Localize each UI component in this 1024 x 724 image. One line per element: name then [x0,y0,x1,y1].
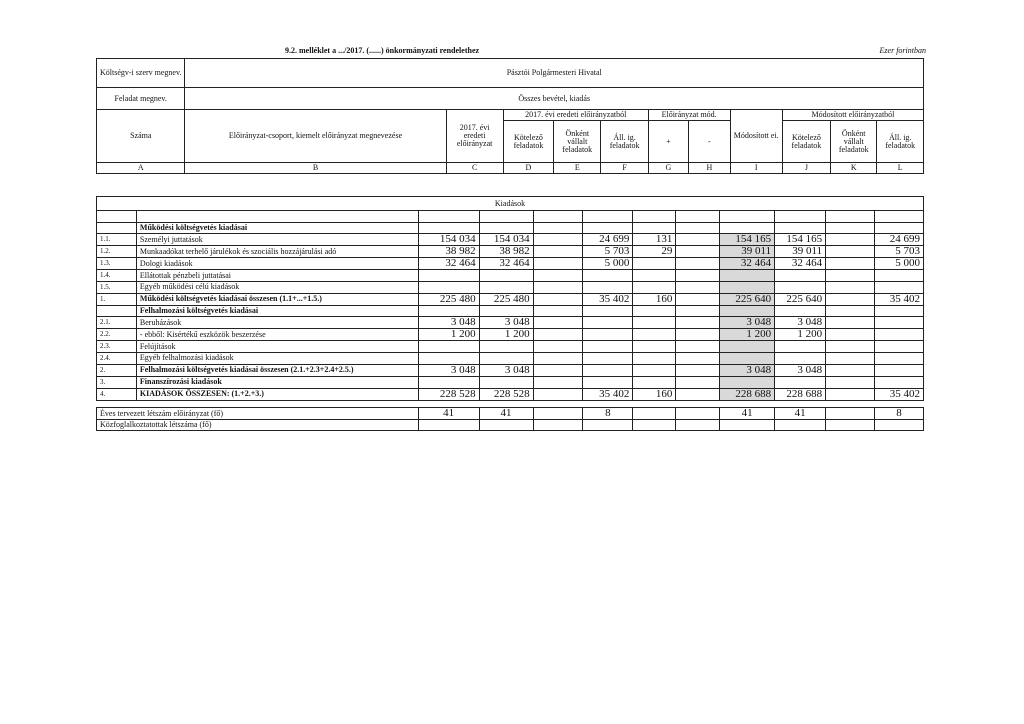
staff-cell-d [479,420,533,431]
cell-d: 1 200 [479,329,533,341]
row-code: 1.4. [97,270,137,282]
table-row [97,388,924,400]
row-code [97,222,137,234]
row-name: Felújítások [136,341,418,353]
cell-f [583,317,633,329]
cell-e [533,293,583,305]
staff-row [97,420,924,431]
letter-row [97,163,924,174]
staff-name: Közfoglalkoztatottak létszáma (fő) [97,420,419,431]
cell-d [479,222,533,234]
cell-d [479,341,533,353]
cell-j: 3 048 [775,317,826,329]
cell-l [874,376,923,388]
col-mod-from: Módosított előirányzatból [782,110,923,121]
cell-h [676,353,720,365]
cell-f [583,341,633,353]
table-row [97,258,924,270]
cell-g [633,329,676,341]
letter-cell: E [554,163,601,174]
cell-j: 3 048 [775,364,826,376]
cell-d [479,211,533,223]
cell-k [826,234,875,246]
page-title: 9.2. melléklet a .../2017. (......) önkormányzati rendelethez [285,46,480,55]
cell-f [583,305,633,317]
cell-l [874,364,923,376]
table-row [97,211,924,223]
cell-g [633,211,676,223]
row-code: 4. [97,388,137,400]
cell-i: 228 688 [720,388,775,400]
staff-cell-j [775,420,826,431]
cell-l [874,282,923,294]
cell-c: 1 200 [418,329,479,341]
cell-h [676,270,720,282]
cell-c [418,211,479,223]
row-name: Személyi juttatások [136,234,418,246]
table-row [97,293,924,305]
cell-j [775,305,826,317]
cell-f: 24 699 [583,234,633,246]
letter-cell: G [648,163,688,174]
col-kotelezo: Kötelező feladatok [503,121,553,163]
cell-f [583,376,633,388]
cell-h [676,293,720,305]
row-code: 3. [97,376,137,388]
cell-j [775,341,826,353]
cell-f [583,282,633,294]
cell-i: 3 048 [720,317,775,329]
unit-label: Ezer forintban [879,46,926,55]
cell-k [826,329,875,341]
header-table [96,58,924,174]
letter-cell: C [446,163,503,174]
cell-g [633,258,676,270]
cell-k [826,341,875,353]
cell-c: 228 528 [418,388,479,400]
row-code: 2.3. [97,341,137,353]
cell-j [775,376,826,388]
cell-h [676,329,720,341]
cell-e [533,341,583,353]
cell-c [418,305,479,317]
staff-cell-k [826,420,875,431]
cell-h [676,282,720,294]
col-szama: Száma [97,110,185,163]
cell-j: 154 165 [775,234,826,246]
col-allig-mod: Áll. ig. feladatok [877,121,924,163]
table-row [97,305,924,317]
cell-i [720,376,775,388]
cell-c [418,270,479,282]
cell-l [874,222,923,234]
cell-k [826,211,875,223]
staff-row [97,408,924,420]
row-code: 2. [97,364,137,376]
cell-h [676,246,720,258]
cell-i: 225 640 [720,293,775,305]
cell-g [633,282,676,294]
cell-d [479,305,533,317]
cell-g [633,376,676,388]
table-row [97,341,924,353]
cell-d: 228 528 [479,388,533,400]
staff-cell-c: 41 [418,408,479,420]
cell-e [533,376,583,388]
staff-cell-h [676,408,720,420]
cell-f: 5 703 [583,246,633,258]
staff-cell-g [633,408,676,420]
cell-d: 3 048 [479,317,533,329]
col-onkent: Önként vállalt feladatok [554,121,601,163]
row-name: Működési költségvetés kiadásai [136,222,418,234]
cell-d [479,353,533,365]
cell-i: 39 011 [720,246,775,258]
cell-d: 154 034 [479,234,533,246]
row-name: KIADÁSOK ÖSSZESEN: (1.+2.+3.) [136,388,418,400]
row-code: 1. [97,293,137,305]
cell-f [583,222,633,234]
col-minus: - [689,121,730,163]
cell-l: 5 703 [874,246,923,258]
cell-c [418,222,479,234]
cell-c: 32 464 [418,258,479,270]
row-code [97,305,137,317]
cell-g: 160 [633,293,676,305]
row-code: 1.5. [97,282,137,294]
cell-k [826,353,875,365]
cell-j [775,270,826,282]
cell-e [533,258,583,270]
row-code: 2.2. [97,329,137,341]
cell-j [775,353,826,365]
cell-f [583,211,633,223]
table-row [97,222,924,234]
table-row [97,317,924,329]
staff-cell-i [720,420,775,431]
cell-i [720,353,775,365]
cell-f: 35 402 [583,388,633,400]
cell-j [775,222,826,234]
cell-j [775,211,826,223]
staff-cell-k [826,408,875,420]
cell-h [676,364,720,376]
cell-e [533,305,583,317]
cell-e [533,211,583,223]
cell-f [583,364,633,376]
staff-cell-d: 41 [479,408,533,420]
cell-g: 160 [633,388,676,400]
cell-c [418,376,479,388]
cell-e [533,317,583,329]
cell-j: 228 688 [775,388,826,400]
staff-cell-l: 8 [874,408,923,420]
row-code: 1.1. [97,234,137,246]
cell-f [583,353,633,365]
col-onkent-mod: Önként vállalt feladatok [830,121,876,163]
cell-c: 38 982 [418,246,479,258]
cell-j: 1 200 [775,329,826,341]
letter-cell: D [503,163,553,174]
cell-l [874,211,923,223]
cell-e [533,329,583,341]
letter-cell: H [689,163,730,174]
cell-f [583,329,633,341]
row-code: 2.1. [97,317,137,329]
cell-k [826,222,875,234]
cell-k [826,282,875,294]
cell-l [874,270,923,282]
table-row [97,329,924,341]
cell-l: 35 402 [874,293,923,305]
row-name: Felhalmozási költségvetés kiadásai [136,305,418,317]
staff-cell-e [533,408,583,420]
cell-e [533,364,583,376]
cell-c [418,353,479,365]
cell-l: 35 402 [874,388,923,400]
row-name [136,211,418,223]
cell-k [826,305,875,317]
staff-cell-l [874,420,923,431]
cell-k [826,258,875,270]
cell-j: 32 464 [775,258,826,270]
table-row [97,376,924,388]
cell-h [676,376,720,388]
cell-g [633,364,676,376]
cell-i [720,341,775,353]
col-kotelezo-mod: Kötelező feladatok [782,121,830,163]
cell-g: 131 [633,234,676,246]
staff-cell-f [583,420,633,431]
table-row [97,353,924,365]
cell-d [479,282,533,294]
cell-c: 225 480 [418,293,479,305]
row-code: 1.2. [97,246,137,258]
cell-i [720,282,775,294]
letter-cell: J [782,163,830,174]
cell-l [874,305,923,317]
staff-cell-c [418,420,479,431]
table-row [97,364,924,376]
letter-cell: I [730,163,782,174]
row-code: 1.3. [97,258,137,270]
table-row [97,246,924,258]
cell-f: 35 402 [583,293,633,305]
cell-c: 3 048 [418,364,479,376]
header-label-task: Feladat megnev. [97,88,185,110]
row-name: Finanszírozási kiadások [136,376,418,388]
cell-k [826,388,875,400]
row-name: Egyéb felhalmozási kiadások [136,353,418,365]
col-group-title: Előirányzat-csoport, kiemelt előirányzat megnevezése [185,110,446,163]
cell-g: 29 [633,246,676,258]
col-allig: Áll. ig. feladatok [601,121,648,163]
letter-cell: B [185,163,446,174]
cell-l [874,353,923,365]
cell-l: 5 000 [874,258,923,270]
cell-k [826,364,875,376]
cell-i: 1 200 [720,329,775,341]
cell-i [720,211,775,223]
col-orig-from: 2017. évi eredeti előirányzatból [503,110,648,121]
col-modified: Módosított ei. [730,110,782,163]
cell-h [676,317,720,329]
cell-g [633,353,676,365]
cell-e [533,353,583,365]
cell-h [676,234,720,246]
row-name: Egyéb működési célú kiadások [136,282,418,294]
expenses-table [96,196,924,401]
row-name: Dologi kiadások [136,258,418,270]
row-code [97,211,137,223]
cell-g [633,317,676,329]
cell-k [826,376,875,388]
cell-f: 5 000 [583,258,633,270]
table-row [97,282,924,294]
cell-h [676,222,720,234]
cell-g [633,270,676,282]
cell-f [583,270,633,282]
cell-c: 154 034 [418,234,479,246]
cell-i: 154 165 [720,234,775,246]
header-label-org: Költségv-i szerv megnev. [97,59,185,88]
staff-table [96,407,924,431]
cell-l [874,341,923,353]
cell-k [826,317,875,329]
cell-d: 32 464 [479,258,533,270]
cell-e [533,222,583,234]
row-name: Beruházások [136,317,418,329]
task-name: Összes bevétel, kiadás [185,88,924,110]
cell-i: 32 464 [720,258,775,270]
row-name: Működési költségvetés kiadásai összesen (1.1+...+1.5.) [136,293,418,305]
cell-d [479,376,533,388]
cell-d [479,270,533,282]
staff-cell-e [533,420,583,431]
letter-cell: F [601,163,648,174]
cell-d: 38 982 [479,246,533,258]
cell-h [676,388,720,400]
cell-i: 3 048 [720,364,775,376]
staff-cell-f: 8 [583,408,633,420]
cell-c [418,282,479,294]
cell-j: 225 640 [775,293,826,305]
cell-d: 3 048 [479,364,533,376]
col-plus: + [648,121,688,163]
cell-e [533,270,583,282]
letter-cell: K [830,163,876,174]
table-row [97,234,924,246]
staff-cell-h [676,420,720,431]
cell-d: 225 480 [479,293,533,305]
cell-e [533,246,583,258]
table-row [97,270,924,282]
row-code: 2.4. [97,353,137,365]
section-title: Kiadások [97,197,924,211]
cell-i [720,305,775,317]
row-name: Munkaadókat terhelő járulékok és szociális hozzájárulási adó [136,246,418,258]
cell-l [874,317,923,329]
cell-k [826,293,875,305]
cell-h [676,341,720,353]
cell-h [676,305,720,317]
row-name: Ellátottak pénzbeli juttatásai [136,270,418,282]
cell-e [533,234,583,246]
cell-j: 39 011 [775,246,826,258]
row-name: - ebből: Kisértékű eszközök beszerzése [136,329,418,341]
col-orig-approp: 2017. évi eredeti előirányzat [446,110,503,163]
staff-cell-j: 41 [775,408,826,420]
col-mod-group: Előirányzat mód. [648,110,730,121]
cell-l: 24 699 [874,234,923,246]
letter-cell: L [877,163,924,174]
cell-k [826,270,875,282]
letter-cell: A [97,163,185,174]
org-name: Pásztói Polgármesteri Hivatal [185,59,924,88]
staff-cell-i: 41 [720,408,775,420]
staff-name: Éves tervezett létszám előirányzat (fő) [97,408,419,420]
row-name: Felhalmozási költségvetés kiadásai összesen (2.1.+2.3+2.4+2.5.) [136,364,418,376]
cell-i [720,222,775,234]
cell-e [533,388,583,400]
staff-cell-g [633,420,676,431]
cell-g [633,305,676,317]
cell-e [533,282,583,294]
cell-j [775,282,826,294]
cell-l [874,329,923,341]
cell-h [676,211,720,223]
cell-i [720,270,775,282]
cell-g [633,341,676,353]
cell-c: 3 048 [418,317,479,329]
cell-h [676,258,720,270]
cell-c [418,341,479,353]
cell-k [826,246,875,258]
cell-g [633,222,676,234]
